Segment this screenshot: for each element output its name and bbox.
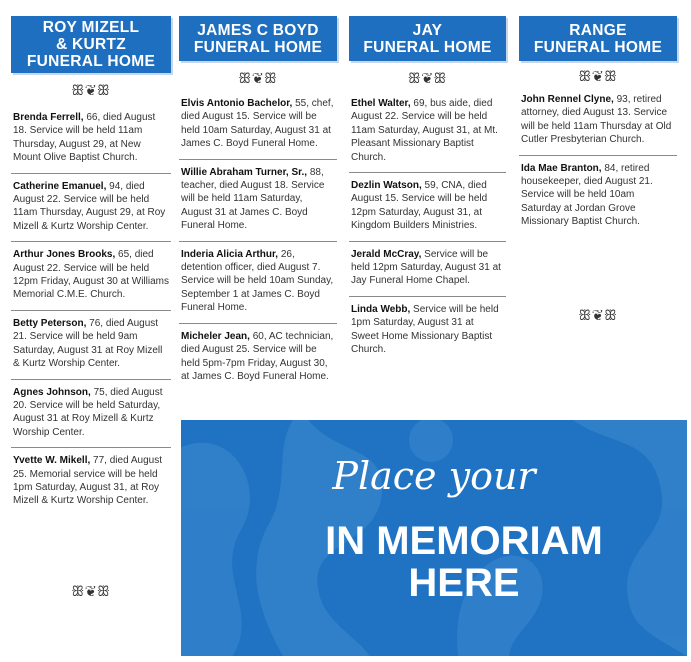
obituary-text: 77, died August 25. Memorial service will be held 1pm Saturday, August 31, at Roy Mizell & Kurtz Worship Center.: [13, 455, 162, 507]
deceased-name: Brenda Ferrell,: [13, 112, 84, 123]
funeral-home-header: [179, 16, 337, 61]
header-line: FUNERAL HOME: [26, 53, 156, 70]
obituary-entry: [519, 155, 677, 237]
column-roy-mizell: [11, 16, 171, 516]
ornament-divider: ꕥ❦ꕥ: [578, 69, 618, 85]
obituary-text: 26, detention officer, died August 7. Service will be held 10am Sunday, September 1 at James C. Boyd Funeral Home.: [181, 248, 334, 314]
obituary-text: Service will be held 1pm Saturday, August 31 at Sweet Home Missionary Baptist Church.: [351, 303, 499, 356]
obituary-entry: [11, 447, 171, 516]
ornament-divider: ꕥ❦ꕥ: [71, 83, 111, 99]
obituary-entry: [349, 241, 506, 296]
obituary-entry: [349, 296, 506, 365]
in-memoriam-ad[interactable]: [181, 420, 687, 656]
header-line: ROY MIZELL: [42, 19, 140, 36]
obituary-text: Service will be held 12pm Saturday, August 31 at Jay Funeral Home Chapel.: [351, 248, 501, 287]
deceased-name: Willie Abraham Turner, Sr.,: [181, 166, 308, 178]
obituary-entry: [349, 91, 506, 172]
header-line: & KURTZ: [55, 36, 127, 53]
obituary-text: 94, died August 22. Service will be held 11am Thursday, August 29, at Roy Mizell & Kurtz Worship Center.: [13, 180, 166, 232]
header-line: FUNERAL HOME: [363, 38, 492, 56]
obituary-entry: [11, 173, 171, 242]
funeral-home-header: [11, 16, 171, 73]
ornament-divider: ꕥ❦ꕥ: [578, 308, 618, 324]
deceased-name: Arthur Jones Brooks,: [13, 249, 116, 261]
obituary-text: 75, died August 20. Service will be held Saturday, August 31 at Roy Mizell & Kurtz Worship Center.: [13, 386, 163, 438]
deceased-name: Inderia Alicia Arthur,: [181, 248, 279, 260]
ad-headline: [241, 520, 687, 604]
obituary-entry: [179, 159, 337, 241]
obituary-entry: [179, 323, 337, 392]
obituary-text: 76, died August 21. Service will be held 9am Saturday, August 31 at Roy Mizell & Kurtz Worship Center.: [13, 317, 163, 370]
header-line: FUNERAL HOME: [193, 38, 323, 56]
obituary-text: 59, CNA, died August 15. Service will be held 12pm Saturday, August 31, at Kingdom Builders Ministries.: [351, 180, 488, 232]
deceased-name: Ida Mae Branton,: [521, 162, 602, 174]
obituary-entry: [179, 241, 337, 323]
ad-headline-line: HERE: [408, 561, 520, 605]
obituary-entry: [519, 87, 677, 155]
obituary-text: 93, retired attorney, died August 13. Service will be held 11am Thursday at Old Cutler Presbyterian Church.: [521, 94, 672, 146]
column-jay: [349, 16, 506, 365]
ornament-divider: ꕥ❦ꕥ: [71, 584, 111, 600]
deceased-name: Micheler Jean,: [181, 330, 250, 342]
funeral-home-header: [349, 16, 506, 61]
obituary-text: 65, died August 22. Service will be held 12pm Friday, August 30 at Williams Memorial C.M.E. Church.: [13, 249, 169, 301]
header-line: JAMES C BOYD: [197, 21, 319, 39]
header-line: FUNERAL HOME: [533, 38, 663, 56]
deceased-name: Ethel Walter,: [351, 98, 411, 109]
obituary-entry: [179, 91, 337, 159]
obituary-text: 60, AC technician, died August 25. Service will be held 5pm-7pm Friday, August 30, at James C. Boyd Funeral Home.: [181, 330, 334, 382]
obituary-text: 69, bus aide, died August 22. Service will be held 11am Saturday, August 31, at Mt. Pleasant Missionary Baptist Church.: [351, 98, 498, 163]
deceased-name: Catherine Emanuel,: [13, 180, 107, 192]
deceased-name: Dezlin Watson,: [351, 180, 422, 192]
column-range: [519, 16, 677, 237]
deceased-name: Jerald McCray,: [351, 248, 422, 260]
obituary-entry: [11, 105, 171, 173]
obituary-entry: [349, 172, 506, 241]
ornament-divider: ꕥ❦ꕥ: [238, 71, 278, 87]
deceased-name: Linda Webb,: [351, 303, 411, 315]
header-line: JAY: [412, 21, 443, 39]
ornament-divider: ꕥ❦ꕥ: [407, 71, 448, 87]
obituary-text: 66, died August 18. Service will be held 11am Thursday, August 29, at New Mount Olive Baptist Church.: [13, 112, 156, 164]
deceased-name: Agnes Johnson,: [13, 386, 91, 398]
obituary-text: 88, teacher, died August 18. Service will be held 11am Saturday, August 31 at James C. Boyd Funeral Home.: [181, 166, 325, 232]
obituary-entry: [11, 310, 171, 379]
column-james-c-boyd: [179, 16, 337, 391]
funeral-home-header: [519, 16, 677, 61]
obituary-entry: [11, 379, 171, 448]
deceased-name: Betty Peterson,: [13, 317, 87, 329]
header-line: RANGE: [569, 21, 627, 39]
deceased-name: Elvis Antonio Bachelor,: [181, 98, 293, 109]
deceased-name: Yvette W. Mikell,: [13, 455, 91, 467]
obituary-entry: [11, 241, 171, 310]
obituary-text: 84, retired housekeeper, died August 21. Service will be held 10am Saturday at Jordan Grove Missionary Baptist Church.: [521, 162, 653, 228]
obituary-text: 55, chef, died August 15. Service will be held 10am Saturday, August 31 at James C. Boyd Funeral Home.: [181, 98, 334, 150]
ad-script-heading: Place your: [332, 454, 536, 498]
ad-headline-line: IN MEMORIAM: [325, 519, 603, 563]
deceased-name: John Rennel Clyne,: [521, 94, 614, 105]
